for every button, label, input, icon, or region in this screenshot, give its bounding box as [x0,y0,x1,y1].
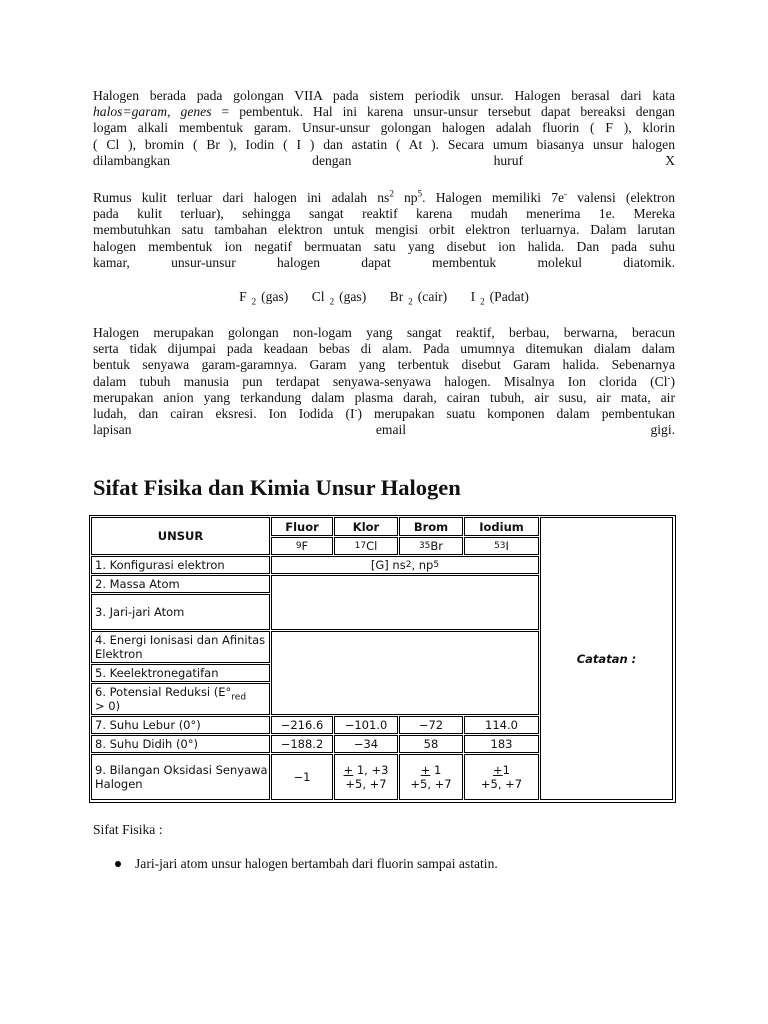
bullet-dot-icon [115,861,121,867]
bullet-text: Jari-jari atom unsur halogen bertambah dari fluorin sampai astatin. [135,856,498,871]
formula-cl2: Cl $_2$ (gas) [311,289,367,307]
text-span: ) [670,373,675,389]
text-line: dilambangkan dengan huruf X [93,152,675,168]
text-line: Halogen berada pada golongan VIIA pada sistem periodik unsur. Halogen berasal dari kata [93,88,675,103]
text-line: bentuk senyawa garam-garamnya. Garam yang terbentuk disebut Garam halida. Sebenarnya [93,357,675,373]
suhu-didih-klor: −34 [334,735,398,753]
superscript: 5 [417,188,423,199]
section-heading: Sifat Fisika dan Kimia Unsur Halogen [93,475,461,500]
text-line: lapisan email gigi. [93,422,675,438]
text-line: serta tidak dijumpai pada keadaan bebas di alam. Pada umumnya ditemukan dialam dalam [93,341,675,357]
suhu-lebur-brom: −72 [399,716,463,734]
text-line [93,374,675,390]
suhu-didih-fluor: −188.2 [271,735,333,753]
header-unsur: UNSUR [91,517,270,555]
row-label-konfigurasi: 1. Konfigurasi elektron [91,556,270,574]
paragraph-non-logam [93,325,675,438]
text-line [93,104,675,120]
text-line: halogen membentuk ion negatif bermuatan satu yang disebut ion halida. Dan pada suhu [93,238,675,254]
diatomic-formulas [0,289,768,305]
text-span: valensi (elektron [567,190,675,205]
empty-values-block-1 [271,575,539,630]
suhu-lebur-klor: −101.0 [334,716,398,734]
suhu-didih-iodium: 183 [464,735,539,753]
oksidasi-brom: + 1 +5, +7 [399,754,463,800]
text-line: logam alkali membentuk garam. Unsur-unsur golongan halogen adalah fluorin ( F ), klorin [93,120,675,136]
formula-f2: F $_2$ (gas) [239,289,289,307]
text-span: . Halogen memiliki 7e [422,190,565,205]
catatan-cell: Catatan : [540,517,673,800]
formula-i2: I $_2$ (Padat) [470,289,529,307]
text-line: pada kulit terluar), sehingga sangat reaktif karena mudah menerima 1e. Mereka [93,206,675,222]
suhu-didih-brom: 58 [399,735,463,753]
row-label-potensial-reduksi: 6. Potensial Reduksi ($E^\circ_{red}$ > 0) [91,683,270,715]
paragraph-intro [93,88,675,169]
bullet-item [115,856,498,872]
italic-term: halos=garam, genes [93,104,212,120]
row-label-massa-atom: 2. Massa Atom [91,575,270,593]
text-span: dalam tubuh manusia pun terdapat senyawa-senyawa halogen. Misalnya Ion clorida (Cl [93,373,668,389]
text-span: = pembentuk. Hal ini karena unsur-unsur tersebut dapat bereaksi dengan [211,104,675,120]
row-label-jari-jari: 3. Jari-jari Atom [91,594,270,630]
empty-values-block-2 [271,631,539,715]
text-span: np [393,190,418,205]
superscript: - [667,372,671,383]
element-name-iodium: Iodium [464,517,539,536]
text-line: ( Cl ), bromin ( Br ), Iodin ( I ) dan astatin ( At ). Secara umum biasanya unsur halogen [93,136,675,152]
row-label-keelektronegatifan: 5. Keelektronegatifan [91,664,270,682]
text-span: Rumus kulit terluar dari halogen ini adalah ns [93,190,390,205]
element-symbol-i: 53 I [464,537,539,555]
superscript: 2 [389,188,394,199]
row-label-suhu-didih: 8. Suhu Didih (0°) [91,735,270,753]
oksidasi-klor: + 1, +3 +5, +7 [334,754,398,800]
text-line: kamar, unsur-unsur halogen dapat membentuk molekul diatomik. [93,254,675,270]
superscript: - [354,404,358,415]
oksidasi-fluor: −1 [271,754,333,800]
element-name-brom: Brom [399,517,463,536]
sifat-fisika-label: Sifat Fisika : [93,822,163,837]
text-line: merupakan anion yang terkandung dalam plasma darah, cairan tubuh, air susu, air mata, air [93,389,675,405]
konfigurasi-value: [G] ns 2 , np 5 [271,556,539,574]
paragraph-kulit-terluar [93,190,675,271]
formula-br2: Br $_2$ (cair) [389,289,448,307]
suhu-lebur-iodium: 114.0 [464,716,539,734]
suhu-lebur-fluor: −216.6 [271,716,333,734]
text-line [93,190,675,206]
element-symbol-br: 35 Br [399,537,463,555]
text-line: membutuhkan satu tambahan elektron untuk mengisi orbit elektron terluarnya. Dalam larutan [93,222,675,238]
text-line [93,406,675,422]
text-span: ) merupakan suatu komponen dalam pembentukan [357,406,675,422]
halogen-properties-table [89,515,676,803]
text-span: ludah, dan cairan eksresi. Ion Iodida (I [93,406,355,422]
row-label-suhu-lebur: 7. Suhu Lebur (0°) [91,716,270,734]
text-line: Halogen merupakan golongan non-logam yang sangat reaktif, berbau, berwarna, beracun [93,325,675,340]
element-name-fluor: Fluor [271,517,333,536]
element-name-klor: Klor [334,517,398,536]
element-symbol-cl: 17 Cl [334,537,398,555]
row-label-bilangan-oksidasi: 9. Bilangan Oksidasi Senyawa Halogen [91,754,270,800]
superscript: - [564,188,568,199]
element-symbol-f: 9 F [271,537,333,555]
oksidasi-iodium: +1 +5, +7 [464,754,539,800]
row-label-energi-ionisasi: 4. Energi Ionisasi dan Afinitas Elektron [91,631,270,663]
